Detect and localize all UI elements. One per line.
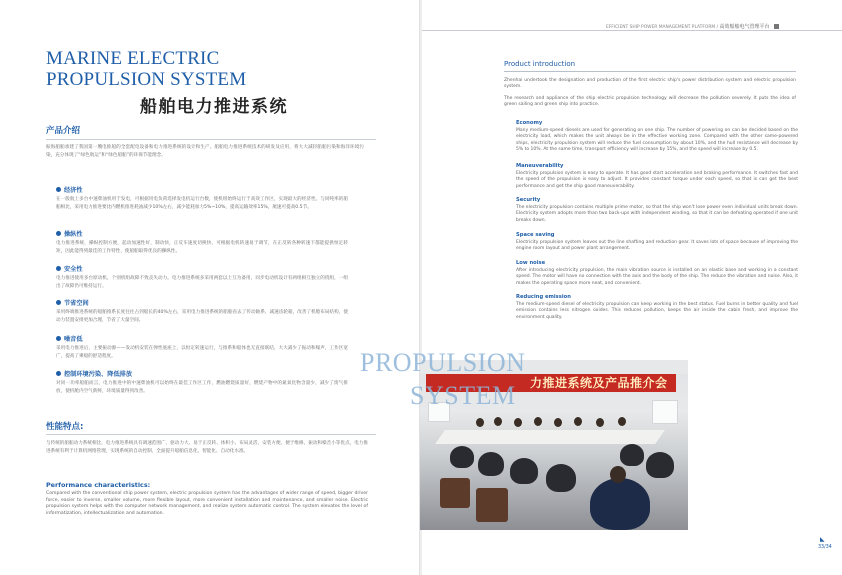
- bullet-noise-zh: 噪音低: [56, 334, 83, 343]
- bullet-emission-text-zh: 对同一功率船舶而言，电力推进中的中速柴油机可以始终在最佳工作区工作，燃油燃烧质量好，燃烧产物中的氮氧化物含量少，减少了废气排放，使机舱内空气新鲜，环境质量得到改善。: [56, 381, 348, 394]
- performance-para-en: Compared with the conventional ship power system, electric propulsion system has the advantages of wider range of speed, bigger driver force, easier to inverse, smaller volume, more flexible layout, more convenient installation and maintenance, and smaller noise. Electric propulsion system helps with the computer network management, and realize system automatic control. The system elevates the level of informatization, intellectualization and automation.: [46, 491, 368, 516]
- product-intro-para-zh: 振海船舶承建了我国第一艘电推船的全套配电设备和电力推进系统的设计和生产。船舶电力推进系统技术的研发及应用，将大大减轻船舶污染和海洋环境污染，充分体现了“绿色航运”和“绿色船舶”的环保节能理念。: [46, 145, 364, 158]
- header-rule: [422, 30, 842, 31]
- photo-banner-text: 力推进系统及产品推介会: [530, 376, 668, 390]
- intro-para-1: Zhenhai undertook the designation and production of the first electric ship's power distribution system and electric propulsion system.: [504, 78, 796, 90]
- header-english: EFFICIENT SHIP POWER MANAGEMENT PLATFORM: [606, 25, 716, 30]
- bullet-maneuver-zh: 操纵性: [56, 229, 83, 238]
- header-square-icon: [774, 24, 779, 29]
- product-intro-heading: Product introduction: [504, 60, 576, 68]
- bullet-dot-icon: [56, 371, 61, 376]
- bullet-economy-zh: 经济性: [56, 185, 83, 194]
- feature-economy-text: Many medium-speed diesels are used for generating on one ship. The number of powering on can be decided based on the electricity load, which makes the unit always be in the effective working zone. Compared with the other same-powered ships, electricity propulsion system will reduce the fuel consumption by about 10%, and the hull resistance will decrease by 5% to 10%. At the same time, transport efficiency will increase by 15%, and the speed will increase by 0.5.: [516, 128, 798, 153]
- page-number: 33/34: [818, 545, 832, 550]
- right-page: [360, 0, 842, 575]
- title-chinese: 船舶电力推进系统: [140, 97, 288, 117]
- bullet-dot-icon: [56, 231, 61, 236]
- product-intro-rule: [504, 71, 796, 72]
- bullet-economy-text-zh: 在一般航上多台中速柴油机用于发电，可根据用电负荷选择发电机运行台数，使机组始终运行于高效工作区，实现最大的经济性。与同吨率的船舶相比，采用电力推进要比内燃机推进耗油减少10%左右，减少能耗加力5%~10%，提高运输效率15%，航速可提高0.5节。: [56, 197, 348, 210]
- feature-noise-text: After introducing electricity propulsion, the main vibration source is installed on an elastic base and working in a constant speed. The motor will have no connection with the axis and the body of the ship. The reduce the vibration and noise. Also, it makes the operating space more neat, and convenient.: [516, 268, 798, 286]
- title-english-line1: MARINE ELECTRIC: [46, 48, 220, 69]
- performance-para-zh: 与传统的船舶动力系统相比，电力推进系统具有调速范围广、驱动力大、易于正反转、体积小、布局灵活、安装方便、便于维修、振动和噪音小等优点。电力推进系统有利于计算机网络管理，实现系统的自动控制，全面提升船舶信息化、智能化、自动化水准。: [46, 441, 368, 454]
- bullet-dot-icon: [56, 266, 61, 271]
- feature-maneuverability-title: Maneuverability: [516, 163, 564, 169]
- feature-space-text: Electricity propulsion system leaves out the line shafting and reduction gear. It saves lots of space because of improving the engine room layout and power plant arrangement.: [516, 240, 798, 252]
- bullet-space-text-zh: 采用终端推进系统的船舶推系长度往往占到船长的40%左右，采用电力推进系统的船舶省去了传动轴系、减速齿轮箱，改善了机舱布局结构，使动力装置安排更加合理，节省了大量空间。: [56, 310, 348, 323]
- feature-space-title: Space saving: [516, 232, 555, 238]
- feature-security-text: The electricity propulsion contains multiple prime motor, so that the ship won't lose power even individual units break down. Electricity system adopts more than two back-ups with independent winding, so that it can be defeating operated if one unit breaks down.: [516, 205, 798, 223]
- performance-heading-en: Performance characteristics:: [46, 481, 151, 489]
- brand-logo-icon: ◣: [820, 536, 825, 543]
- bullet-safety-zh: 安全性: [56, 264, 83, 273]
- conference-table: [435, 430, 665, 444]
- bullet-emission-zh: 控制环境污染、降低排放: [56, 369, 132, 378]
- running-header: EFFICIENT SHIP POWER MANAGEMENT PLATFORM / 高效船舶电气管理平台: [606, 23, 779, 30]
- feature-noise-title: Low noise: [516, 260, 546, 266]
- performance-heading-zh: 性能特点:: [46, 422, 84, 432]
- bullet-dot-icon: [56, 300, 61, 305]
- overlay-propulsion: PROPULSION: [360, 348, 526, 377]
- feature-emission-title: Reducing emission: [516, 294, 571, 300]
- title-english-line2: PROPULSION SYSTEM: [46, 69, 247, 90]
- overlay-system: SYSTEM: [410, 381, 516, 410]
- bullet-noise-text-zh: 采用电力推进后，主要振动源——发动机安装在弹性底座上，以恒定转速运行，与推系和船体也无直接联结，大大减少了振动和噪声，工作区宽广，提高了乘船的舒适程度。: [56, 346, 348, 359]
- bullet-maneuver-text-zh: 电力推进系统，操纵控制方便，起动加速性好，制动快，正反车速度切换快，可根据电机转速易于调节，在正反转各种转速下都能提供恒定转矩，因此能得到最佳的工作特性，使船舶取得优良的操纵性。: [56, 241, 348, 254]
- title-english: [46, 48, 246, 90]
- section-divider: [46, 139, 376, 140]
- feature-emission-text: The medium-speed diesel of electricity propulsion can keep working in the best status. Fuel burns in better quality and fuel emission contains less nitrogen oxides. This reduces pollution, keeps the air inside the cabin fresh, and improve the environment quality.: [516, 302, 798, 320]
- bullet-dot-icon: [56, 336, 61, 341]
- left-page: [0, 0, 420, 575]
- header-chinese: 高效船舶电气管理平台: [719, 24, 770, 30]
- product-intro-heading-zh: 产品介绍: [46, 126, 81, 136]
- bullet-safety-text-zh: 电力推进使用多台原动机，个别机组故障不致丧失动力。电力推进系统多采用两套以上互为备用，同步电动机设计有两组相互独立的绕组，一组出了故障仍可维持运行。: [56, 276, 348, 289]
- feature-maneuverability-text: Electricity propulsion system is easy to operate. It has good start acceleration and braking performance. It switches fast and the speed of the propulsion is easy to adjust. It provides constant torque under each speed, so that is can get the best performance and get the ship good maneuverability.: [516, 171, 798, 189]
- bullet-space-zh: 节省空间: [56, 298, 89, 307]
- section-divider: [46, 434, 376, 435]
- bullet-dot-icon: [56, 187, 61, 192]
- feature-security-title: Security: [516, 197, 541, 203]
- intro-para-2: The research and appliance of the ship electric propulsion technology will decrease the pollution severely. It puts the idea of green sailing and green ship into practice.: [504, 96, 796, 108]
- feature-economy-title: Economy: [516, 120, 543, 126]
